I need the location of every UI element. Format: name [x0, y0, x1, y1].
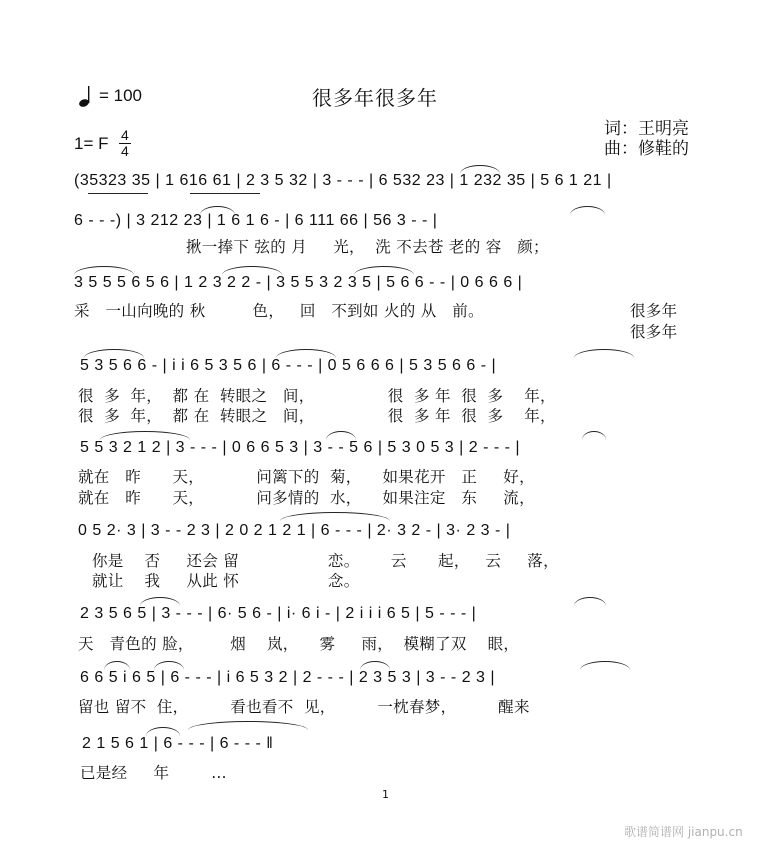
slur-arc [276, 349, 336, 358]
lyric-line-right: 很多年 [630, 302, 678, 320]
tempo-marking: = 100 [99, 86, 143, 105]
slur-arc [100, 431, 190, 440]
page-number: 1 [382, 788, 389, 801]
slur-arc [146, 727, 180, 736]
key-signature: 1= F [74, 134, 109, 153]
song-title: 很多年很多年 [312, 86, 438, 110]
time-signature-bottom: 4 [121, 143, 129, 159]
slur-arc [574, 597, 606, 606]
slur-arc [200, 206, 235, 215]
staff-row-8 [0, 667, 773, 691]
slur-arc [188, 721, 308, 730]
slur-arc [222, 266, 282, 275]
notation-line: 0 5 2· 3 | 3 - - 2 3 | 2 0 2 1 2 1 | 6 - - - | 2· 3 2 - | 3· 2 3 - | [78, 522, 511, 539]
staff-row-9 [0, 733, 773, 757]
lyric-line: 就在 昨 天， 问多情的 水， 如果注定 东 流， [78, 489, 535, 507]
lyric-line: 很 多 年， 都 在 转眼之 间， 很 多 年 很 多 年， [78, 387, 556, 405]
staff-row-1 [0, 170, 773, 194]
slur-arc [104, 661, 130, 670]
lyric-line-right: 很多年 [630, 323, 678, 341]
lyric-line: 已是经 年 … [80, 764, 227, 782]
slur-arc [84, 349, 144, 358]
quarter-note-icon [78, 84, 98, 108]
staff-row-5 [0, 437, 773, 461]
lyric-line: 采 一山向晚的 秋 色， 回 不到如 火的 从 前。 [74, 302, 484, 320]
staff-row-7 [0, 603, 773, 627]
notation-line: 5 3 5 6 6 - | i i 6 5 3 5 6 | 6 - - - | 0 5 6 6 6 | 5 3 5 6 6 - | [80, 357, 497, 374]
lyric-line: 天 青色的 脸， 烟 岚， 雾 雨， 模糊了双 眼， [78, 635, 520, 653]
time-signature-top: 4 [121, 127, 129, 143]
slur-arc [140, 597, 180, 606]
slur-arc [360, 661, 390, 670]
notation-line: (35323 35 | 1 616 61 | 2 3 5 32 | 3 - - - | 6 532 23 | 1 232 35 | 5 6 1 21 | [74, 172, 612, 189]
slur-arc [74, 266, 134, 275]
notation-line: 5 5 3 2 1 2 | 3 - - - | 0 6 6 5 3 | 3 - - 5 6 | 5 3 0 5 3 | 2 - - - | [80, 439, 521, 456]
notation-line: 2 1 5 6 1 | 6 - - - | 6 - - - ‖ [82, 735, 274, 752]
lyric-line: 就在 昨 天， 问篱下的 菊， 如果花开 正 好， [78, 468, 535, 486]
composer-credit: 曲：修鞋的 [604, 139, 689, 159]
slur-arc [154, 661, 184, 670]
notation-line: 6 - - -) | 3 212 23 | 1 6 1 6 - | 6 111 66 | 56 3 - - | [74, 212, 438, 229]
slur-arc [582, 431, 606, 440]
lyric-line: 就让 我 从此 怀 念。 [92, 572, 360, 590]
notation-line: 2 3 5 6 5 | 3 - - - | 6· 5 6 - | i· 6 i - | 2 i i i 6 5 | 5 - - - | [80, 605, 477, 622]
lyric-line: 揪一捧下 弦的 月 光， 洗 不去苍 老的 容 颜； [186, 238, 549, 256]
slur-arc [574, 349, 634, 358]
slur-arc [460, 165, 500, 174]
notation-line: 6 6 5 i 6 5 | 6 - - - | i 6 5 3 2 | 2 - - - | 2 3 5 3 | 3 - - 2 3 | [80, 669, 496, 686]
watermark: 歌谱简谱网 jianpu.cn [624, 825, 743, 839]
staff-row-2 [0, 210, 773, 234]
lyric-line: 你是 否 还会 留 恋。 云 起， 云 落， [92, 552, 559, 570]
notation-line: 3 5 5 5 6 5 6 | 1 2 3 2 2 - | 3 5 5 3 2 3 5 | 5 6 6 - - | 0 6 6 6 | [74, 274, 523, 291]
staff-row-4 [0, 355, 773, 379]
slur-arc [326, 431, 356, 440]
slur-arc [570, 206, 605, 215]
beam-line [88, 193, 148, 194]
slur-arc [280, 512, 390, 521]
lyric-line: 很 多 年， 都 在 转眼之 间， 很 多 年 很 多 年， [78, 407, 556, 425]
slur-arc [580, 661, 630, 670]
lyric-line: 留也 留不 住， 看也看不 见， 一枕春梦， 醒来 [78, 698, 530, 716]
staff-row-3 [0, 272, 773, 296]
beam-line [190, 193, 260, 194]
lyricist-credit: 词：王明亮 [604, 119, 689, 139]
slur-arc [354, 266, 414, 275]
staff-row-6 [0, 520, 773, 544]
